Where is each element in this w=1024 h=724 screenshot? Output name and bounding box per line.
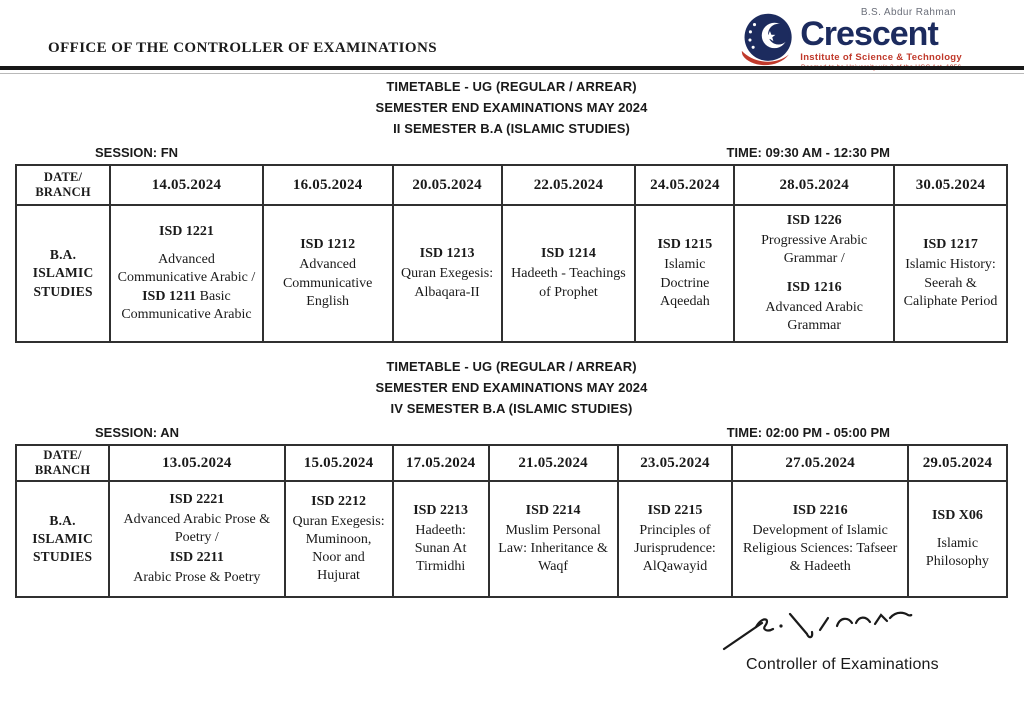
exam-cell-para [399,522,483,577]
exam-cell-para [399,265,496,301]
exam-table-sem4 [15,444,1008,598]
exam-cell [489,481,618,597]
course-title: Progressive Arabic Grammar / [761,233,868,267]
date-header-cell: 27.05.2024 [732,445,907,481]
exam-cell-para [740,232,888,268]
date-header-cell: 21.05.2024 [489,445,618,481]
course-title: Hadeeth: Sunan At Tirmidhi [414,522,467,575]
signature-scribble [718,604,913,654]
course-title: Advanced Communicative English [282,257,373,309]
exam-cell-para [291,493,387,511]
exam-cell [285,481,393,597]
course-title: Advanced Communicative Arabic / [117,252,256,286]
exam-cell-para [914,535,1001,571]
time-label: TIME: 02:00 PM - 05:00 PM [726,425,890,440]
exam-cell-para [624,502,727,520]
section1-session-row [15,139,1008,164]
exam-cell-para [116,251,257,324]
crescent-emblem-icon [740,11,798,69]
time-label: TIME: 09:30 AM - 12:30 PM [726,145,890,160]
corner-line1: DATE/ [43,448,82,462]
exam-cell-para [624,522,727,577]
exam-cell [734,205,894,342]
date-header-cell: 28.05.2024 [734,165,894,205]
section1-title-line2: SEMESTER END EXAMINATIONS MAY 2024 [375,100,648,115]
course-code: ISD 2221 [169,491,225,507]
exam-cell-para [495,502,612,520]
date-header-cell: 30.05.2024 [894,165,1007,205]
section1-title-line3: II SEMESTER B.A (ISLAMIC STUDIES) [393,121,630,136]
exam-cell-para [508,265,630,301]
course-code: ISD 1217 [923,237,978,253]
exam-cell [618,481,733,597]
exam-cell-para [740,212,888,230]
date-header-cell: 20.05.2024 [393,165,502,205]
branch-cell: B.A. ISLAMIC STUDIES [16,205,110,342]
corner-line2: BRANCH [34,463,91,477]
exam-cell-para [115,549,278,567]
date-header-cell: 29.05.2024 [908,445,1007,481]
exam-cell [502,205,636,342]
course-title: Islamic Philosophy [925,535,989,570]
course-code: ISD 2211 [169,550,224,566]
logo-text-block [800,8,962,71]
exam-cell [894,205,1007,342]
course-title: Islamic Doctrine Aqeedah [660,257,710,309]
logo-brand-name: Crescent [800,15,938,53]
course-code: ISD 1226 [786,212,842,228]
exam-cell-para [900,236,1001,254]
date-header-cell: 24.05.2024 [635,165,734,205]
exam-cell-para [116,223,257,241]
exam-table-sem2 [15,164,1008,343]
course-code: ISD 1221 [159,224,214,240]
exam-cell [732,481,907,597]
section2-title-line3: IV SEMESTER B.A (ISLAMIC STUDIES) [390,401,633,416]
exam-cell [263,205,393,342]
course-title: Hadeeth - Teachings of Prophet [511,266,626,300]
course-title: Development of Islamic Religious Sciences: Tafseer & Hadeeth [743,522,898,575]
logo-top-text: B.S. Abdur Rahman [860,7,956,18]
corner-line1: DATE/ [43,170,83,184]
exam-cell-para [399,502,483,520]
course-title: Quran Exegesis: Albaqara-II [400,266,494,300]
exam-cell [110,205,263,342]
date-header-cell: 15.05.2024 [285,445,393,481]
course-title: Arabic Prose & Poetry [133,570,261,586]
date-header-cell: 14.05.2024 [110,165,263,205]
date-header-cell: 22.05.2024 [502,165,636,205]
date-header-cell: 23.05.2024 [618,445,733,481]
section2-session-row [15,419,1008,444]
header-divider-thin [0,73,1024,74]
branch-cell: B.A. ISLAMIC STUDIES [16,481,109,597]
course-code: ISD 1214 [541,246,596,262]
course-code: ISD X06 [931,507,983,523]
course-code: ISD 1212 [300,237,356,253]
exam-cell-para [269,236,387,254]
timetable-section-sem4 [15,356,1008,598]
exam-cell-para [269,256,387,311]
course-code: ISD 2214 [525,502,581,518]
header-divider-thick [0,66,1024,70]
course-title: Basic Communicative Arabic [121,288,252,322]
logo-subtitle: Institute of Science & Technology [800,52,962,63]
exam-cell-para [641,256,728,311]
course-code: ISD 2215 [647,502,703,518]
date-branch-header [16,445,109,481]
course-code: ISD 1216 [786,279,842,295]
exam-cell [393,205,502,342]
exam-cell-para [291,513,387,586]
exam-cell-para [115,569,278,587]
exam-cell [635,205,734,342]
exam-cell [908,481,1007,597]
controller-of-examinations-label: Controller of Examinations [746,656,939,673]
course-title: Advanced Arabic Grammar [765,299,863,333]
exam-cell [109,481,284,597]
session-label: SESSION: FN [95,145,179,160]
exam-cell-para [508,245,630,263]
exam-cell-para [641,236,728,254]
corner-line2: BRANCH [35,185,91,199]
course-code: ISD 2216 [792,502,848,518]
course-title: Islamic History: Seerah & Caliphate Period [903,257,998,309]
course-title: Muslim Personal Law: Inheritance & Waqf [498,522,608,575]
course-title: Quran Exegesis: Muminoon, Noor and Hujurat [292,513,385,584]
exam-cell [393,481,489,597]
exam-cell-para [115,511,278,547]
exam-cell-para [495,522,612,577]
exam-cell-para [738,502,901,520]
course-title: Advanced Arabic Prose & Poetry / [123,511,271,545]
course-code: ISD 1215 [657,237,713,253]
exam-cell-para [914,507,1001,525]
section1-title-line1: TIMETABLE - UG (REGULAR / ARREAR) [386,79,637,94]
course-title: Principles of Jurisprudence: AlQawayid [634,522,716,575]
exam-cell-para [738,522,901,577]
exam-cell-para [740,279,888,297]
exam-cell-para [399,245,496,263]
date-header-cell: 16.05.2024 [263,165,393,205]
exam-cell-para [740,299,888,335]
section2-title-line1: TIMETABLE - UG (REGULAR / ARREAR) [386,359,637,374]
course-code: ISD 2213 [413,502,469,518]
course-code: ISD 1213 [419,246,475,262]
session-label: SESSION: AN [95,425,180,440]
date-header-cell: 13.05.2024 [109,445,284,481]
exam-cell-para [900,256,1001,311]
office-title: OFFICE OF THE CONTROLLER OF EXAMINATIONS [48,40,437,56]
section2-title-line2: SEMESTER END EXAMINATIONS MAY 2024 [375,380,648,395]
date-branch-header [16,165,110,205]
crescent-logo [740,8,962,71]
course-code: ISD 2212 [311,493,366,509]
course-code: ISD 1211 [142,288,197,304]
timetable-section-sem2 [15,76,1008,343]
date-header-cell: 17.05.2024 [393,445,489,481]
exam-cell-para [115,491,278,509]
